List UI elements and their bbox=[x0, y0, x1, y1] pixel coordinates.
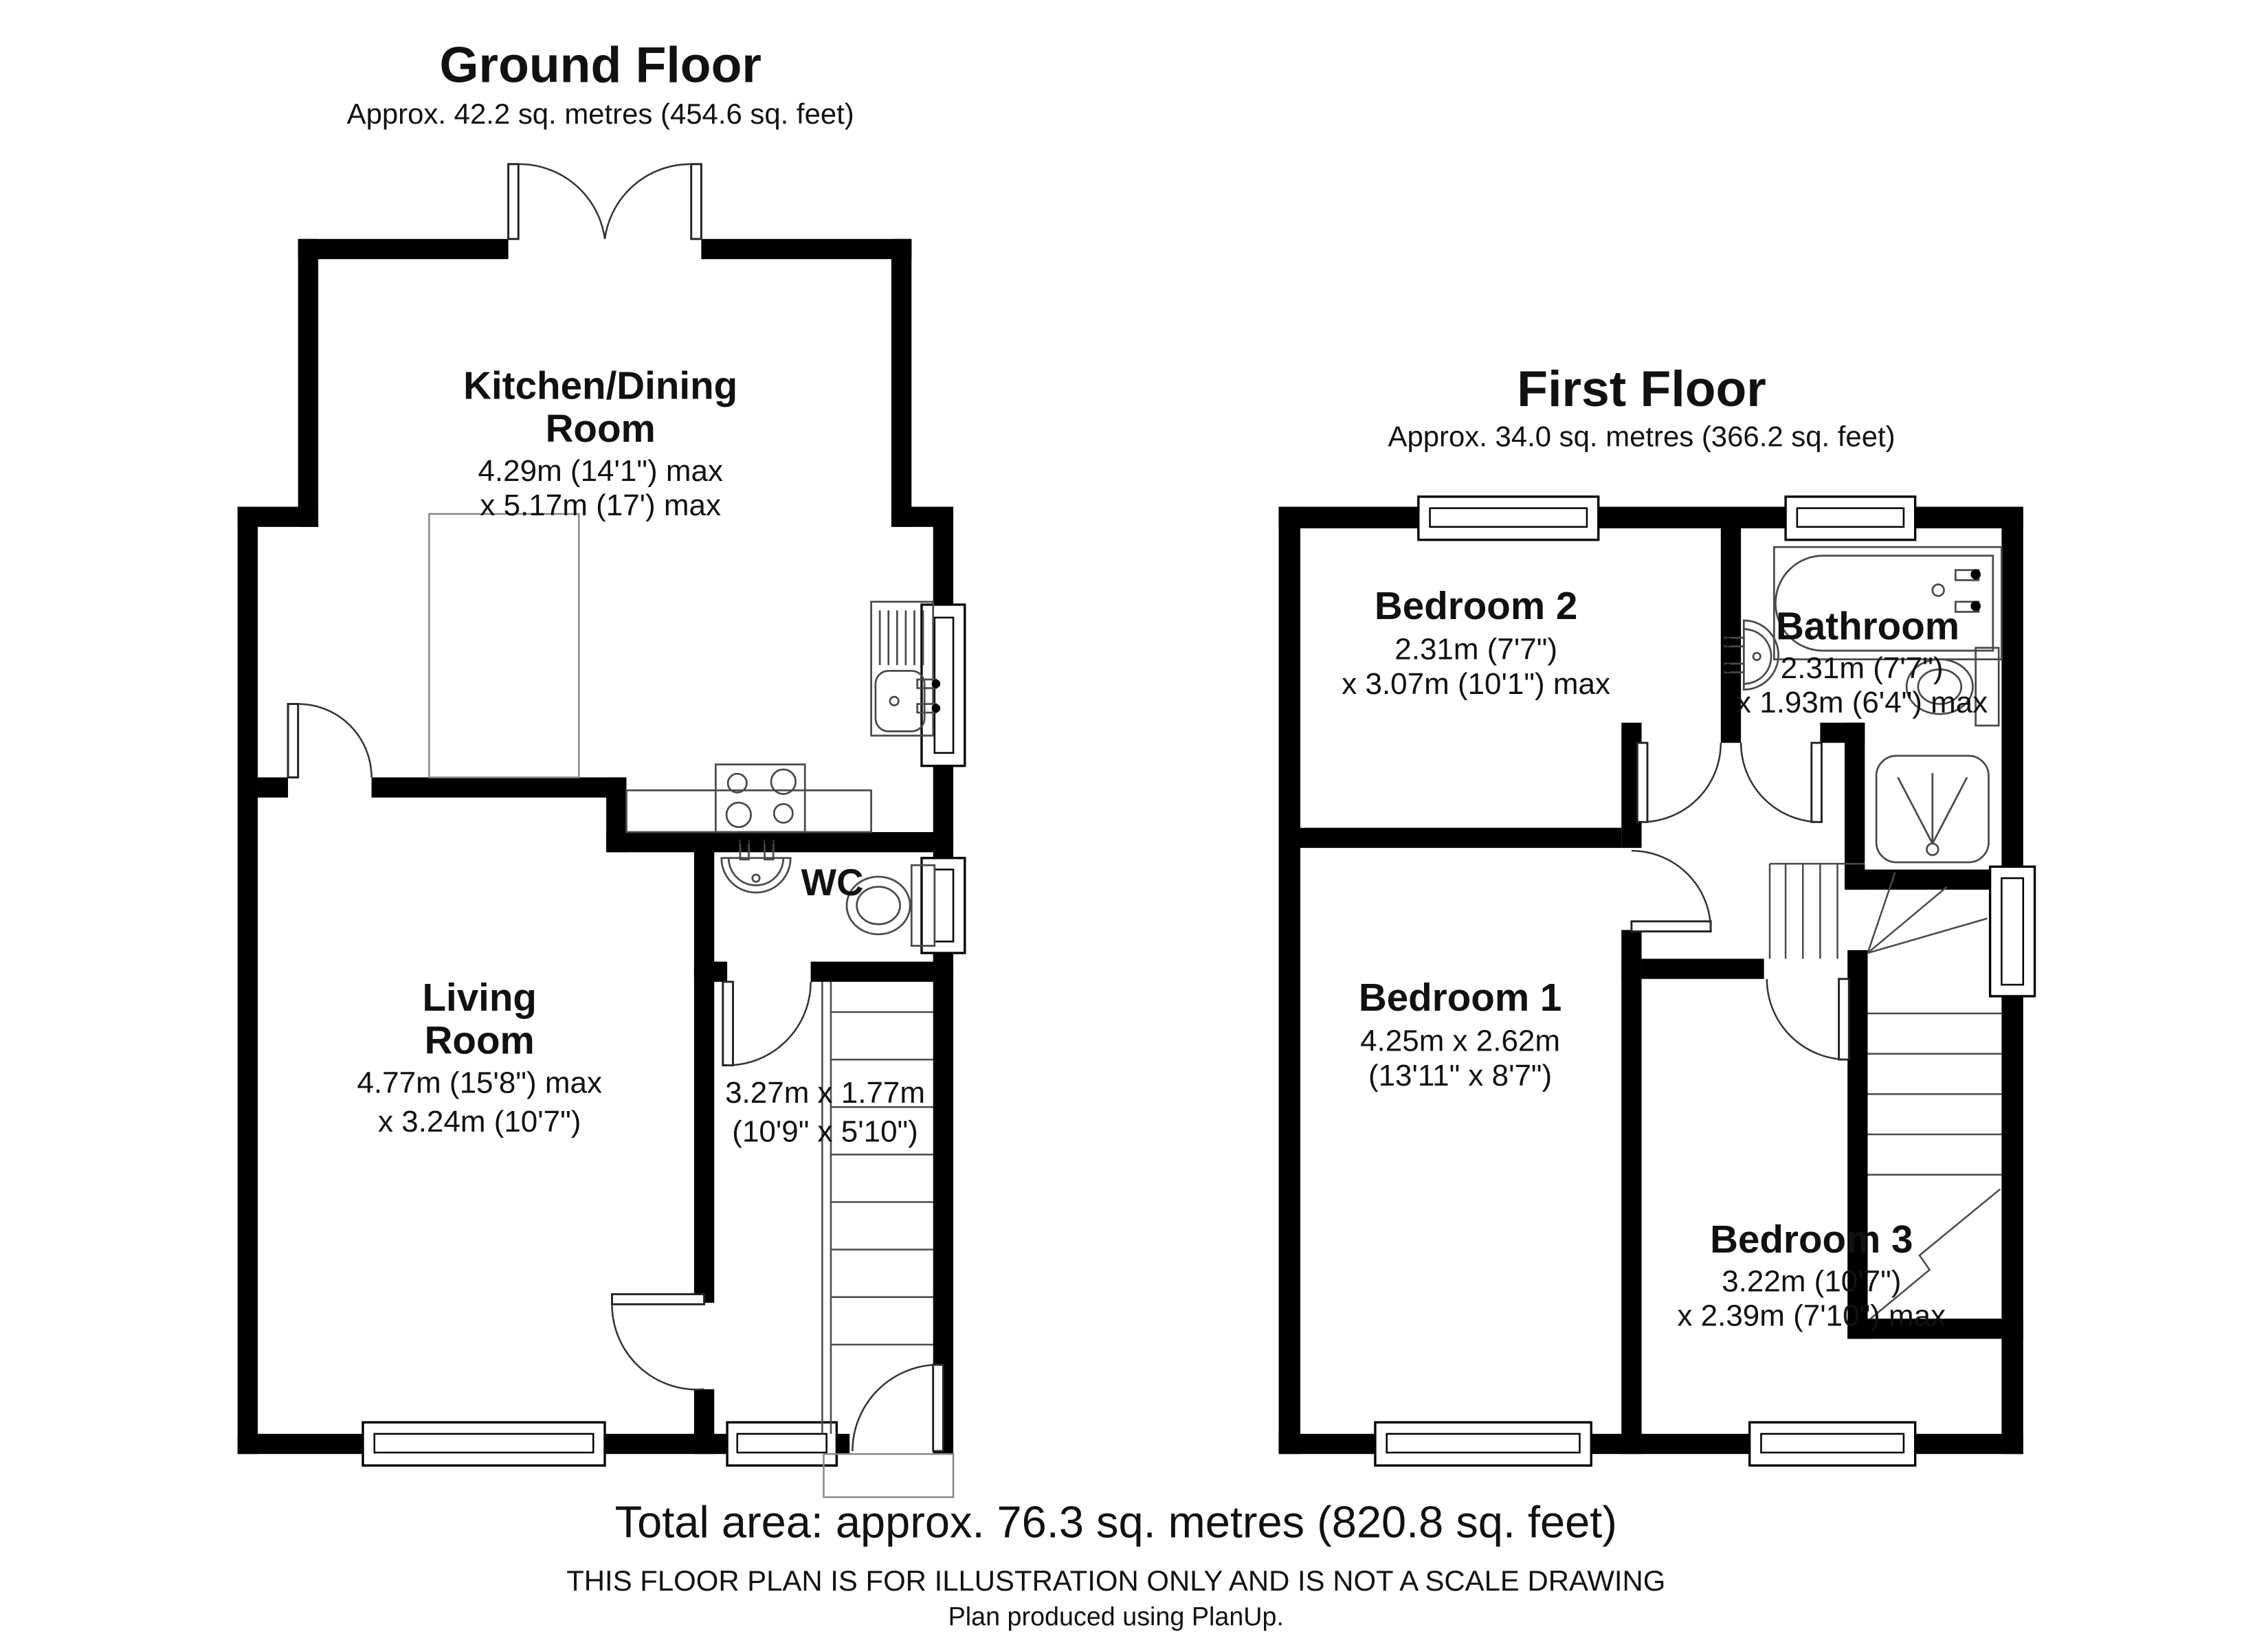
ground-floor-title: Ground Floor bbox=[439, 36, 761, 93]
hob-icon bbox=[715, 765, 805, 832]
bathroom-door bbox=[1741, 743, 1821, 822]
bedroom2-dim2: x 3.07m (10'1") max bbox=[1342, 666, 1610, 701]
disclaimer-text: THIS FLOOR PLAN IS FOR ILLUSTRATION ONLY AND IS NOT A SCALE DRAWING bbox=[566, 1564, 1666, 1597]
living-room-label: Living bbox=[422, 975, 537, 1019]
wall-segment bbox=[694, 1389, 714, 1454]
ground-floor-area: Approx. 42.2 sq. metres (454.6 sq. feet) bbox=[346, 98, 854, 131]
wall-segment bbox=[891, 239, 911, 527]
bedroom2-dim1: 2.31m (7'7") bbox=[1394, 632, 1557, 666]
credit-text: Plan produced using PlanUp. bbox=[948, 1602, 1284, 1631]
wall-segment bbox=[1621, 958, 1641, 1454]
wall-segment bbox=[238, 507, 258, 1455]
kitchen-counter bbox=[626, 790, 871, 832]
first-labels bbox=[1342, 584, 1988, 1333]
bedroom2-window bbox=[1419, 497, 1599, 540]
living-room-label-line2: Room bbox=[424, 1018, 535, 1062]
bedroom3-dim2: x 2.39m (7'10") max bbox=[1677, 1299, 1946, 1333]
wall-segment bbox=[701, 239, 911, 259]
living-room-dim1: 4.77m (15'8") max bbox=[357, 1066, 602, 1100]
wall-segment bbox=[372, 777, 627, 797]
first-floor-area: Approx. 34.0 sq. metres (366.2 sq. feet) bbox=[1388, 420, 1895, 453]
living-room-window bbox=[363, 1422, 605, 1466]
porch-step bbox=[823, 1454, 953, 1497]
bedroom3-dim1: 3.22m (10'7") bbox=[1722, 1264, 1902, 1299]
kitchen-dim2: x 5.17m (17') max bbox=[480, 489, 722, 523]
bedroom3-label: Bedroom 3 bbox=[1710, 1217, 1913, 1261]
bedroom1-label: Bedroom 1 bbox=[1358, 975, 1562, 1019]
wc-window bbox=[922, 858, 965, 953]
bedroom3-door bbox=[1767, 979, 1849, 1059]
first-floor-plan bbox=[1279, 361, 2035, 1466]
kitchen-dim1: 4.29m (14'1") max bbox=[478, 453, 723, 488]
footer bbox=[566, 1497, 1665, 1631]
bathroom-label: Bathroom bbox=[1775, 604, 1960, 648]
drainer-icon bbox=[880, 610, 923, 665]
wall-segment bbox=[811, 962, 953, 982]
ground-labels bbox=[357, 363, 925, 1148]
bedroom2-door bbox=[1637, 743, 1721, 822]
wall-segment bbox=[298, 239, 318, 527]
wall-segment bbox=[298, 239, 509, 259]
wc-label: WC bbox=[801, 862, 864, 904]
total-area-text: Total area: approx. 76.3 sq. metres (820.8 sq. feet) bbox=[614, 1496, 1617, 1547]
bedroom1-dim1: 4.25m x 2.62m bbox=[1360, 1024, 1561, 1058]
wc-door bbox=[723, 982, 811, 1066]
wall-segment bbox=[1279, 507, 1300, 1455]
bedroom1-window bbox=[1375, 1422, 1591, 1466]
ground-stairs bbox=[822, 982, 933, 1434]
landing-window bbox=[1990, 866, 2035, 996]
wall-segment bbox=[606, 832, 953, 852]
shower-icon bbox=[1876, 756, 1988, 862]
kitchen-living-door bbox=[288, 704, 372, 778]
wall-segment bbox=[694, 962, 727, 982]
wall-segment bbox=[1642, 958, 1764, 978]
wall-segment bbox=[258, 777, 288, 797]
bedroom3-window bbox=[1750, 1422, 1915, 1466]
hall-window bbox=[727, 1422, 836, 1466]
first-doors bbox=[1632, 743, 1849, 1059]
ground-floor-plan bbox=[238, 36, 965, 1497]
kitchen-label: Kitchen/Dining bbox=[463, 363, 738, 407]
living-hall-door bbox=[612, 1294, 704, 1390]
first-floor-title: First Floor bbox=[1517, 360, 1766, 417]
french-doors bbox=[509, 164, 702, 239]
hall-dim2: (10'9" x 5'10") bbox=[732, 1114, 918, 1149]
bathroom-window bbox=[1786, 497, 1915, 540]
bedroom1-dim2: (13'11" x 8'7") bbox=[1368, 1058, 1553, 1092]
wall-segment bbox=[1300, 828, 1621, 848]
bedroom2-label: Bedroom 2 bbox=[1374, 583, 1578, 627]
kitchen-window bbox=[922, 605, 965, 766]
bedroom1-door bbox=[1632, 851, 1711, 931]
kitchen-label-line2: Room bbox=[545, 407, 656, 451]
bathroom-dim1: 2.31m (7'7") bbox=[1780, 651, 1944, 685]
bathroom-dim2: x 1.93m (6'4") max bbox=[1736, 686, 1988, 720]
front-door bbox=[823, 1365, 953, 1497]
living-room-dim2: x 3.24m (10'7") bbox=[378, 1104, 581, 1138]
hall-dim1: 3.27m x 1.77m bbox=[725, 1075, 926, 1110]
wall-segment bbox=[694, 832, 714, 1303]
dining-table bbox=[429, 514, 579, 777]
